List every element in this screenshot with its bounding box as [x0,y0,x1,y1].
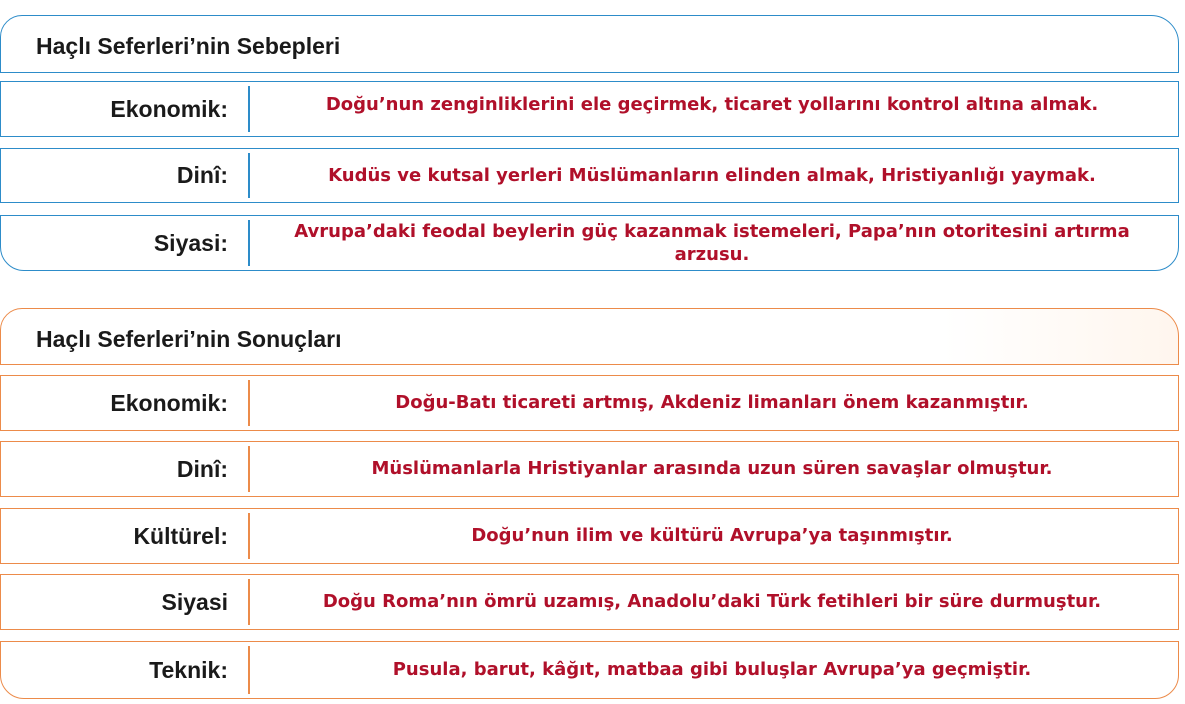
results-row-technical [0,641,1179,699]
causes-row-religious [0,148,1179,203]
row-divider [248,646,250,694]
row-value: Müslümanlarla Hristiyanlar arasında uzun süren savaşlar olmuştur. [371,458,1053,480]
results-row-political [0,574,1179,630]
row-divider [248,153,250,198]
row-value: Pusula, barut, kâğıt, matbaa gibi buluşlar Avrupa’ya geçmiştir. [392,659,1032,681]
causes-header [0,15,1179,73]
causes-row-economic [0,81,1179,137]
row-value: Kudüs ve kutsal yerleri Müslümanların elinden almak, Hristiyanlığı yaymak. [328,164,1096,186]
row-label: Dinî: [176,162,228,188]
row-value: Doğu’nun ilim ve kültürü Avrupa’ya taşınmıştır. [471,525,953,547]
row-label: Dinî: [176,455,228,482]
row-label: Ekonomik: [110,389,228,416]
row-value: Avrupa’daki feodal beylerin güç kazanmak istemeleri, Papa’nın otoritesini artırma arzusu. [294,220,1130,265]
row-label: Ekonomik: [110,95,228,122]
results-row-economic [0,375,1179,431]
row-label: Siyasi [161,588,228,615]
row-divider [248,513,250,559]
row-label: Teknik: [149,656,228,683]
results-row-cultural [0,508,1179,564]
causes-row-political [0,215,1179,271]
causes-title: Haçlı Seferleri’nin Sebepleri [36,33,341,59]
row-divider [248,446,250,492]
causes-panel [0,15,1179,271]
row-label: Siyasi: [153,229,228,256]
row-value: Doğu-Batı ticareti artmış, Akdeniz limanları önem kazanmıştır. [395,392,1029,414]
row-value: Doğu’nun zenginliklerini ele geçirmek, ticaret yollarını kontrol altına almak. [325,94,1099,116]
row-divider [248,220,250,266]
results-title: Haçlı Seferleri’nin Sonuçları [36,326,342,352]
row-divider [248,86,250,132]
results-panel [0,308,1179,699]
row-label: Kültürel: [133,522,228,549]
results-row-religious [0,441,1179,497]
row-value: Doğu Roma’nın ömrü uzamış, Anadolu’daki Türk fetihleri bir süre durmuştur. [322,591,1102,613]
row-divider [248,380,250,426]
results-header [0,308,1179,365]
row-divider [248,579,250,625]
